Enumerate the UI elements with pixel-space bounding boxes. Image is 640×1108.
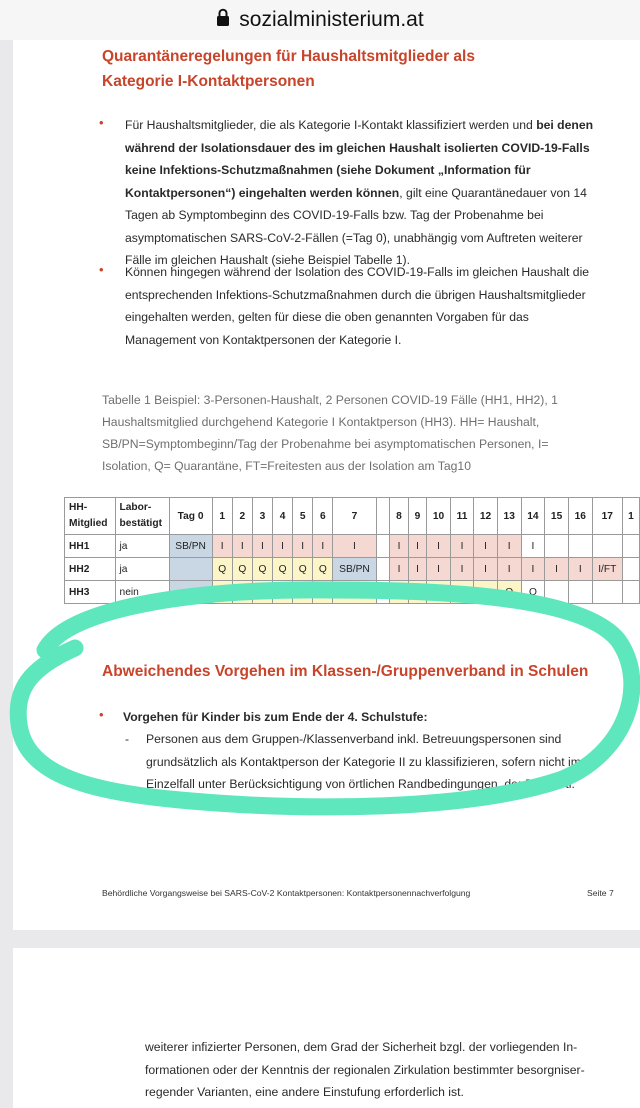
table-cell: I xyxy=(497,558,521,581)
table-cell: Q xyxy=(252,558,272,581)
table-cell xyxy=(545,581,569,604)
table-header-cell: 12 xyxy=(474,498,498,535)
table-cell: SB/PN xyxy=(333,558,376,581)
bullet3-text: Vorgehen für Kinder bis zum Ende der 4. Schulstufe: xyxy=(123,710,428,724)
footer-title: Behördliche Vorgangsweise bei SARS-CoV-2 Kontaktpersonen: Kontaktpersonennachverfolgung xyxy=(102,888,471,898)
lock-icon xyxy=(216,8,230,32)
sub-paragraph: Personen aus dem Gruppen-/Klassenverband inkl. Betreuungspersonen sind grundsätzlich als Kontaktperson der Kategorie II zu klassifizieren, sofern nicht im Einzelfall unter Berücksichtigung von örtlichen Randbedingungen, der Zahl evtl. xyxy=(146,732,581,791)
table-header-row xyxy=(65,498,640,535)
table-cell xyxy=(169,581,212,604)
table-cell: I xyxy=(252,535,272,558)
table-cell xyxy=(622,558,639,581)
url-text: sozialministerium.at xyxy=(239,8,424,31)
table-cell: I/FT xyxy=(592,558,622,581)
table-header-cell: 1 xyxy=(622,498,639,535)
heading-quarantine-line1: Quarantäneregelungen für Haushaltsmitglieder als xyxy=(102,48,475,65)
table-cell xyxy=(169,558,212,581)
table-cell: I xyxy=(427,535,451,558)
table-cell: I xyxy=(450,558,473,581)
table-row xyxy=(65,581,640,604)
table-cell: I xyxy=(568,558,592,581)
table-cell: I xyxy=(273,535,293,558)
table-cell: ja xyxy=(115,535,169,558)
table-cell: I xyxy=(408,535,426,558)
table-caption: Tabelle 1 Beispiel: 3-Personen-Haushalt, 2 Personen COVID-19 Fälle (HH1, HH2), 1 Haushaltsmitglied durchgehend Kategorie I Kontaktperson (HH3). HH= Haushalt, SB/PN=Symptombeginn/Tag der Probenahme bei asymptomatischen Personen, I= Isolation, Q= Quarantäne, FT=Freitesten aus der Isolation am Tag10 xyxy=(102,393,558,473)
table-header-cell: 1 xyxy=(212,498,232,535)
table-cell xyxy=(408,581,426,604)
table-header-cell: 6 xyxy=(313,498,333,535)
table-cell: Q xyxy=(521,581,545,604)
table-cell: nein xyxy=(115,581,169,604)
table-header-cell: HH- Mitglied xyxy=(65,498,116,535)
table-cell: I xyxy=(521,558,545,581)
table-header-cell: Tag 0 xyxy=(169,498,212,535)
bullet-marker: • xyxy=(99,115,104,130)
browser-address-bar[interactable] xyxy=(0,0,640,40)
table-header-cell: 5 xyxy=(293,498,313,535)
table-row xyxy=(65,535,640,558)
table-cell: ja xyxy=(115,558,169,581)
table-cell xyxy=(376,581,390,604)
table-header-cell: 10 xyxy=(427,498,451,535)
table-header-cell: 11 xyxy=(450,498,473,535)
table-cell: SB/PN xyxy=(169,535,212,558)
table-cell xyxy=(545,535,569,558)
table-cell: I xyxy=(212,535,232,558)
dash-marker: - xyxy=(125,732,130,746)
table-header-cell: 17 xyxy=(592,498,622,535)
table-cell: I xyxy=(313,535,333,558)
table-header-cell: 9 xyxy=(408,498,426,535)
table-cell: Q xyxy=(212,558,232,581)
table-header-cell: 14 xyxy=(521,498,545,535)
table-cell xyxy=(293,581,313,604)
table-cell xyxy=(252,581,272,604)
table-cell xyxy=(568,535,592,558)
table-header-cell xyxy=(376,498,390,535)
table-cell: I xyxy=(521,535,545,558)
table-cell xyxy=(313,581,333,604)
table-cell: I xyxy=(408,558,426,581)
table-cell: I xyxy=(474,535,498,558)
table-cell xyxy=(376,535,390,558)
table-cell: Q xyxy=(232,558,252,581)
footer-page-number: Seite 7 xyxy=(587,888,614,898)
table-cell xyxy=(474,581,498,604)
table-cell xyxy=(376,558,390,581)
table-cell xyxy=(450,581,473,604)
table-cell xyxy=(232,581,252,604)
table-cell xyxy=(333,581,376,604)
table-cell: I xyxy=(450,535,473,558)
bullet2-paragraph: Können hingegen während der Isolation des COVID-19-Falls im gleichen Haushalt die entsprechenden Infektions-Schutzmaßnahmen durch die übrigen Haushaltsmitglieder eingehalten werden, gelten für diese die oben genannten Vorgaben für das Management von Kontaktpersonen der Kategorie I. xyxy=(125,265,590,347)
heading-school-procedure: Abweichendes Vorgehen im Klassen-/Gruppenverband in Schulen xyxy=(102,663,589,680)
table-header-cell: 8 xyxy=(390,498,408,535)
table-header-cell: 3 xyxy=(252,498,272,535)
bullet-marker: • xyxy=(99,707,104,722)
table-cell xyxy=(212,581,232,604)
table-cell: Q xyxy=(293,558,313,581)
heading-quarantine-line2: Kategorie I-Kontaktpersonen xyxy=(102,73,315,90)
table-cell xyxy=(427,581,451,604)
table-cell: HH2 xyxy=(65,558,116,581)
table-cell: I xyxy=(427,558,451,581)
bullet-marker: • xyxy=(99,262,104,277)
table-cell: Q xyxy=(497,581,521,604)
table-cell: Q xyxy=(273,558,293,581)
table-cell: HH3 xyxy=(65,581,116,604)
table-cell: I xyxy=(333,535,376,558)
table-header-cell: Labor- bestätigt xyxy=(115,498,169,535)
table-row xyxy=(65,558,640,581)
document-page-8 xyxy=(13,948,640,1108)
document-page-7 xyxy=(13,40,640,930)
table-cell xyxy=(273,581,293,604)
table-header-cell: 16 xyxy=(568,498,592,535)
table-cell: Q xyxy=(313,558,333,581)
table-cell: I xyxy=(474,558,498,581)
table-cell xyxy=(568,581,592,604)
continuation-paragraph: weiterer infizierter Personen, dem Grad der Sicherheit bzgl. der vorliegenden In- formationen oder der Kenntnis der regionalen Zirkulation bestimmter besorgniser- regender Varianten, eine andere Einstufung erforderlich ist. xyxy=(145,1040,585,1099)
table-cell xyxy=(622,581,639,604)
table-cell: I xyxy=(232,535,252,558)
table-cell: I xyxy=(497,535,521,558)
table-header-cell: 13 xyxy=(497,498,521,535)
table-cell xyxy=(622,535,639,558)
table-header-cell: 4 xyxy=(273,498,293,535)
bullet1-paragraph: Für Haushaltsmitglieder, die als Kategorie I-Kontakt klassifiziert werden und bei denen während der Isolationsdauer des im gleichen Haushalt isolierten COVID-19-Falls keine Infektions-Schutzmaßnahmen (siehe Dokument „Information für Kontaktpersonen“) eingehalten werden können, gilt eine Quarantänedauer von 14 Tagen ab Symptombeginn des COVID-19-Falls bzw. Tag der Probenahme bei asymptomatischen SARS-CoV-2-Fällen (=Tag 0), unabhängig vom Auftreten weiterer Fälle im gleichen Haushalt (siehe Beispiel Tabelle 1). xyxy=(125,118,594,267)
table-cell: I xyxy=(293,535,313,558)
table-cell xyxy=(592,535,622,558)
table-header-cell: 2 xyxy=(232,498,252,535)
table-header-cell: 7 xyxy=(333,498,376,535)
table-cell xyxy=(592,581,622,604)
table-header-cell: 15 xyxy=(545,498,569,535)
table-cell: HH1 xyxy=(65,535,116,558)
table-cell xyxy=(390,581,408,604)
quarantine-example-table xyxy=(64,497,640,604)
table-cell: I xyxy=(390,558,408,581)
table-cell: I xyxy=(390,535,408,558)
table-cell: I xyxy=(545,558,569,581)
